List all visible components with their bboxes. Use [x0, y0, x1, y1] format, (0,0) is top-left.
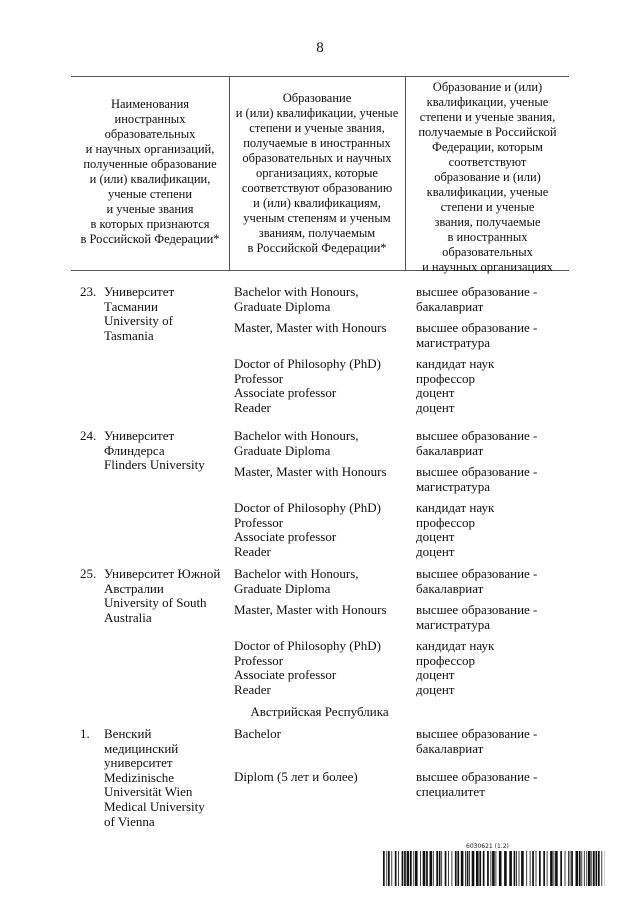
- foreign-qualification: Doctor of Philosophy (PhD) Professor Associate professor Reader: [234, 500, 381, 559]
- header-col-foreign-qualifications: Образование и (или) квалификации, ученые степени и ученые звания, получаемые в иностранных образовательных и научных организациях, которые соответствуют образованию и (или) квалификациям, ученым степеням и ученым званиям, получаемым в Российской Федерации*: [235, 91, 399, 255]
- russian-equivalent: высшее образование - специалитет: [416, 769, 538, 799]
- foreign-qualification: Bachelor: [234, 726, 281, 741]
- row-number: 23.: [80, 284, 97, 299]
- russian-equivalent: высшее образование - бакалавриат: [416, 284, 538, 314]
- russian-equivalent: высшее образование - магистратура: [416, 320, 538, 350]
- foreign-qualification: Master, Master with Honours: [234, 602, 387, 617]
- page-number: 8: [316, 40, 324, 56]
- foreign-qualification: Doctor of Philosophy (PhD) Professor Associate professor Reader: [234, 638, 381, 697]
- table-top-rule: [71, 76, 569, 77]
- russian-equivalent: высшее образование - магистратура: [416, 464, 538, 494]
- russian-equivalent: высшее образование - магистратура: [416, 602, 538, 632]
- country-heading: Австрийская Республика: [250, 704, 389, 719]
- foreign-qualification: Master, Master with Honours: [234, 464, 387, 479]
- russian-equivalent: кандидат наук профессор доцент доцент: [416, 638, 495, 697]
- russian-equivalent: высшее образование - бакалавриат: [416, 428, 538, 458]
- foreign-qualification: Bachelor with Honours, Graduate Diploma: [234, 566, 359, 596]
- russian-equivalent: высшее образование - бакалавриат: [416, 726, 538, 756]
- foreign-qualification: Bachelor with Honours, Graduate Diploma: [234, 284, 359, 314]
- row-number: 24.: [80, 428, 97, 443]
- institution-name: Университет Тасмании University of Tasmania: [104, 284, 175, 343]
- header-col-institutions: Наименования иностранных образовательных и научных организаций, полученные образование и (или) квалификации, ученые степени и ученые звания в которых признаются в Российской Федерации*: [80, 97, 220, 246]
- foreign-qualification: Master, Master with Honours: [234, 320, 387, 335]
- foreign-qualification: Doctor of Philosophy (PhD) Professor Associate professor Reader: [234, 356, 381, 415]
- foreign-qualification: Diplom (5 лет и более): [234, 769, 358, 784]
- russian-equivalent: кандидат наук профессор доцент доцент: [416, 356, 495, 415]
- institution-name: Университет Флиндерса Flinders University: [104, 428, 205, 473]
- foreign-qualification: Bachelor with Honours, Graduate Diploma: [234, 428, 359, 458]
- row-number: 25.: [80, 566, 97, 581]
- header-col-russian-qualifications: Образование и (или) квалификации, ученые степени и ученые звания, получаемые в Российской Федерации, которым соответствуют образование и (или) квалификации, ученые степени и ученые звания, получаемые в иностранных образовательных и научных организациях: [418, 80, 557, 274]
- institution-name: Венский медицинский университет Medizinische Universität Wien Medical University of Vienna: [104, 726, 205, 829]
- russian-equivalent: высшее образование - бакалавриат: [416, 566, 538, 596]
- row-number: 1.: [80, 726, 90, 741]
- russian-equivalent: кандидат наук профессор доцент доцент: [416, 500, 495, 559]
- barcode-image: [383, 851, 605, 886]
- document-code: 6030621 (1.2): [466, 843, 509, 850]
- institution-name: Университет Южной Австралии University of South Australia: [104, 566, 221, 625]
